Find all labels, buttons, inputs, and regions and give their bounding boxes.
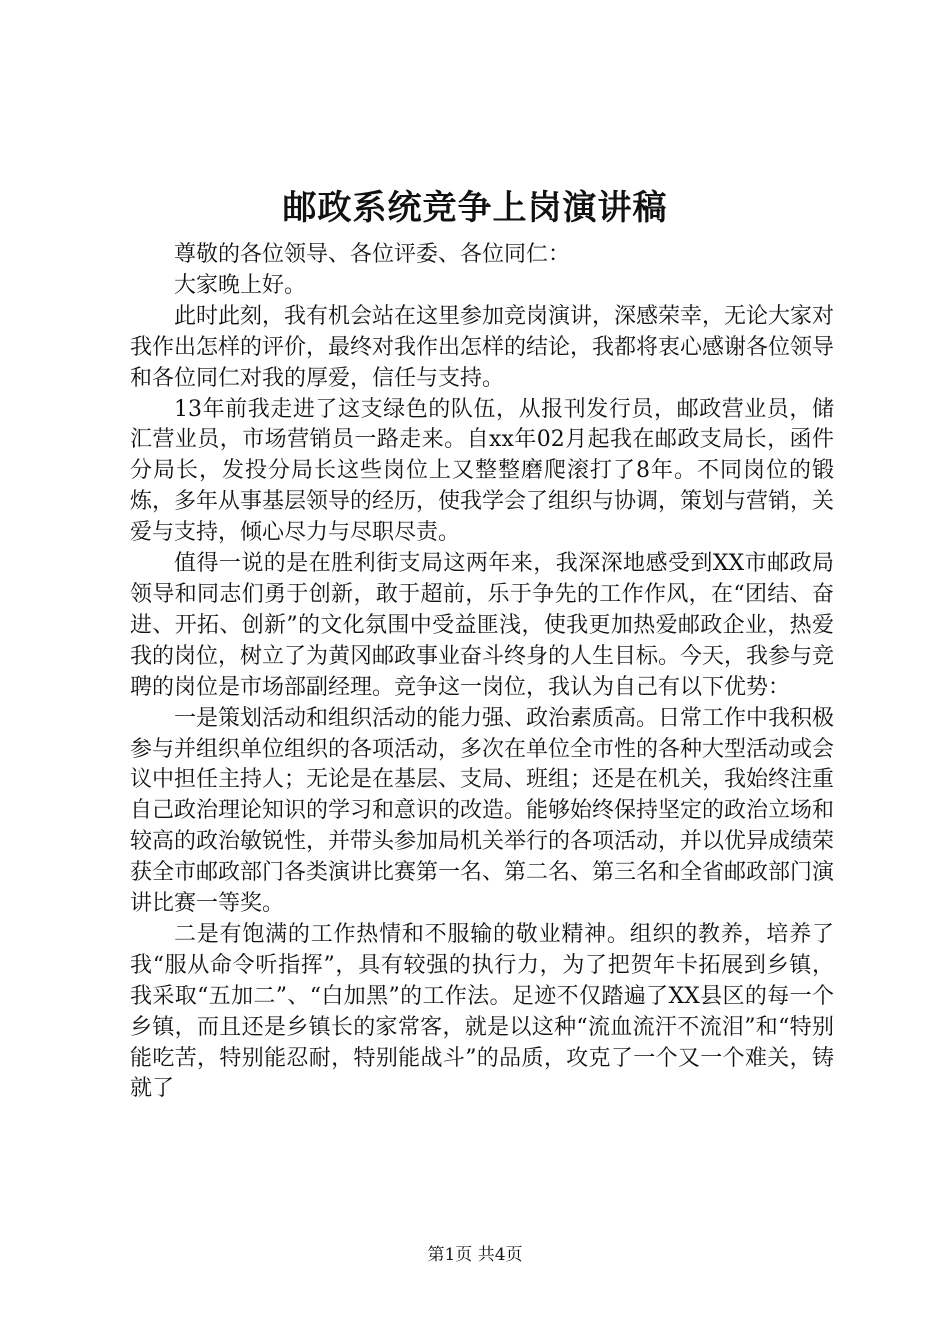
- body-paragraph: 13年前我走进了这支绿色的队伍，从报刊发行员，邮政营业员，储汇营业员，市场营销员一路走来。自xx年02月起我在邮政支局长，函件分局长，发投分局长这些岗位上又整整磨爬滚打了8年。不同岗位的锻炼，多年从事基层领导的经历，使我学会了组织与协调，策划与营销，关爱与支持，倾心尽力与尽职尽责。: [130, 396, 835, 546]
- document-body: [130, 240, 834, 1105]
- body-paragraph: 值得一说的是在胜利街支局这两年来，我深深地感受到XX市邮政局领导和同志们勇于创新，敢于超前，乐于争先的工作作风，在“团结、奋进、开拓、创新”的文化氛围中受益匪浅，使我更加热爱邮政企业，热爱我的岗位，树立了为黄冈邮政事业奋斗终身的人生目标。今天，我参与竞聘的岗位是市场部副经理。竞争这一岗位，我认为自己有以下优势：: [130, 551, 835, 700]
- page-number-footer: 第1页 共4页: [427, 1245, 523, 1265]
- body-paragraph: 一是策划活动和组织活动的能力强、政治素质高。日常工作中我积极参与并组织单位组织的各项活动，多次在单位全市性的各种大型活动或会议中担任主持人；无论是在基层、支局、班组；还是在机关，我始终注重自己政治理论知识的学习和意识的改造。能够始终保持坚定的政治立场和较高的政治敏锐性，并带头参加局机关举行的各项活动，并以优异成绩荣获全市邮政部门各类演讲比赛第一名、第二名、第三名和全省邮政部门演讲比赛一等奖。: [130, 705, 835, 917]
- salutation-paragraph: 尊敬的各位领导、各位评委、各位同仁：: [174, 242, 571, 267]
- document-title: 邮政系统竞争上岗演讲稿: [282, 188, 668, 228]
- body-paragraph: 二是有饱满的工作热情和不服输的敬业精神。组织的教养，培养了我“服从命令听指挥”，具有较强的执行力，为了把贺年卡拓展到乡镇，我采取“五加二”、“白加黑”的工作法。足迹不仅踏遍了XX县区的每一个乡镇，而且还是乡镇长的家常客，就是以这种“流血流汗不流泪”和“特别能吃苦，特别能忍耐，特别能战斗”的品质，攻克了一个又一个难关，铸就了: [130, 921, 834, 1102]
- body-paragraph: 此时此刻，我有机会站在这里参加竞岗演讲，深感荣幸，无论大家对我作出怎样的评价，最终对我作出怎样的结论，我都将衷心感谢各位领导和各位同仁对我的厚爱，信任与支持。: [130, 303, 835, 391]
- greeting-paragraph: 大家晚上好。: [174, 272, 307, 298]
